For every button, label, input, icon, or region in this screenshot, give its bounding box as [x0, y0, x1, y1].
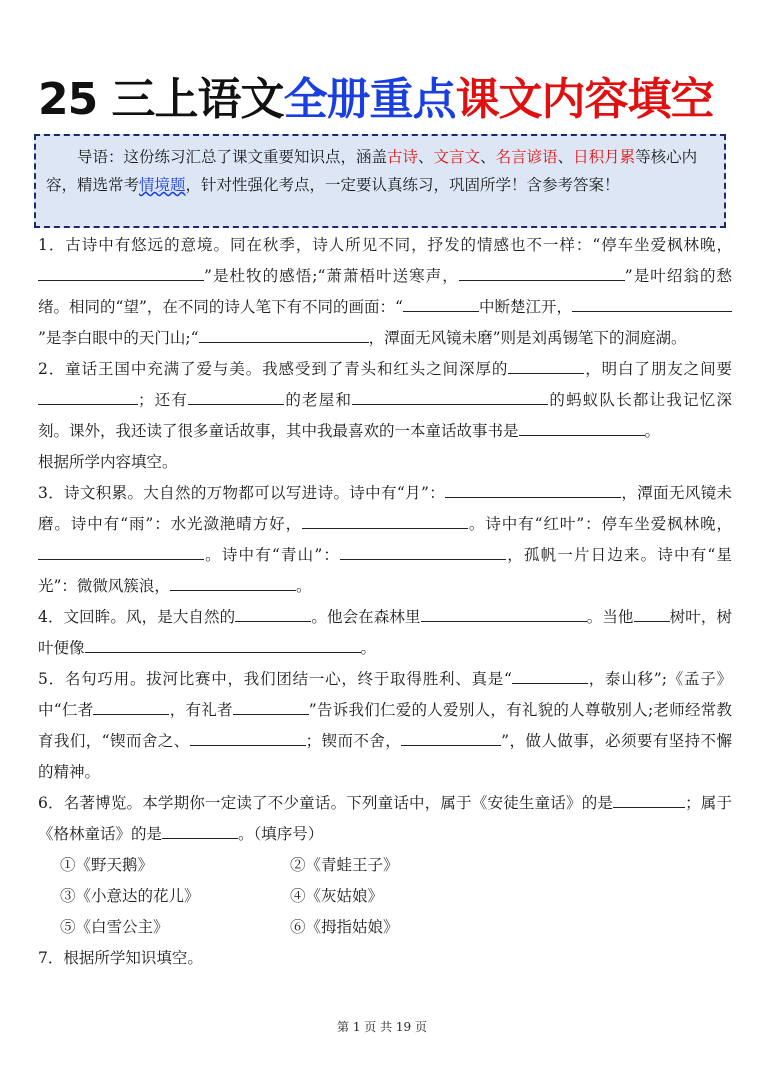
- q5-text: ”，做人做事，必须要有坚持不懈的精神。: [38, 732, 732, 781]
- answer-blank[interactable]: [188, 386, 284, 405]
- answer-blank[interactable]: [162, 820, 238, 839]
- question-4: [38, 602, 732, 664]
- q5-text: 5．名句巧用。拔河比赛中，我们团结一心，终于取得胜利、真是“: [38, 670, 512, 688]
- answer-blank[interactable]: [519, 417, 645, 436]
- intro-keyword-daily: 日积月累: [573, 148, 636, 166]
- q6-text: 。（填序号）: [238, 825, 324, 843]
- intro-keyword-poems: 古诗: [387, 148, 419, 166]
- q2-text: 。: [644, 422, 661, 440]
- answer-blank[interactable]: [512, 665, 588, 684]
- intro-keyword-classical: 文言文: [433, 148, 481, 166]
- title-part-blue: 全册重点: [283, 74, 456, 125]
- q2-text: 2．童话王国中充满了爱与美。我感受到了青头和红头之间深厚的: [38, 360, 509, 378]
- q3-text: 。: [295, 577, 312, 595]
- q6-option: ⑥《拇指姑娘》: [290, 918, 399, 936]
- q3-text: 。诗中有“青山”：: [204, 546, 341, 564]
- q4-text: 。当他: [586, 608, 634, 626]
- intro-sep: 、: [480, 148, 496, 166]
- q1-text: ”是叶绍翁的愁绪。相同的“望”，在不同的诗人笔下有不同的画面：“: [38, 267, 732, 316]
- answer-blank[interactable]: [170, 572, 296, 591]
- q1-text: 中断楚江开，: [478, 298, 572, 316]
- question-5: [38, 664, 732, 788]
- q3-text: ，孤帆一片日边来。诗中有“星光”：微微风簇浪，: [38, 546, 732, 595]
- intro-text: 导语：这份练习汇总了课文重要知识点，涵盖: [77, 148, 388, 166]
- intro-keyword-scenario: 情境题: [139, 176, 186, 194]
- q6-options: [38, 850, 732, 943]
- answer-blank[interactable]: [302, 510, 468, 529]
- page-title: [38, 72, 738, 128]
- answer-blank[interactable]: [634, 603, 670, 622]
- intro-sep: 、: [557, 148, 574, 166]
- q6-option: ④《灰姑娘》: [290, 887, 384, 905]
- answer-blank[interactable]: [572, 293, 732, 312]
- answer-blank[interactable]: [235, 603, 311, 622]
- question-6: [38, 788, 732, 850]
- title-part-black: 25 三上语文: [38, 74, 284, 125]
- q4-text: 树叶，树叶便像: [38, 608, 732, 657]
- intro-box: [34, 134, 726, 228]
- intro-sep: 、: [418, 148, 434, 166]
- q4-text: 。: [360, 639, 377, 657]
- q1-text: ，潭面无风镜未磨”则是刘禹锡笔下的洞庭湖。: [368, 329, 687, 347]
- q6-option: ③《小意达的花儿》: [60, 887, 200, 905]
- q4-text: 。他会在森林里: [311, 608, 421, 626]
- intro-text: 等核心内容，精选常考: [46, 148, 698, 194]
- exercise-content: [38, 230, 732, 974]
- q1-text: ”是李白眼中的天门山;“: [38, 329, 199, 347]
- q5-text: ，有礼者: [169, 701, 233, 719]
- answer-blank[interactable]: [38, 541, 204, 560]
- q5-text: ，泰山移”;《孟子》中“仁者: [38, 670, 732, 719]
- q3-text: 3．诗文积累。大自然的万物都可以写进诗。诗中有“月”：: [38, 484, 446, 502]
- answer-blank[interactable]: [85, 634, 361, 653]
- q2-text: ，明白了朋友之间要: [584, 360, 732, 378]
- q6-option: ⑤《白雪公主》: [60, 918, 169, 936]
- answer-blank[interactable]: [38, 386, 138, 405]
- q6-option: ②《青蛙王子》: [290, 856, 399, 874]
- answer-blank[interactable]: [508, 355, 584, 374]
- instruction-note: 根据所学内容填空。: [38, 453, 178, 471]
- q3-text: 。诗中有“红叶”：停车坐爱枫林晚，: [468, 515, 732, 533]
- answer-blank[interactable]: [190, 727, 306, 746]
- answer-blank[interactable]: [93, 696, 169, 715]
- answer-blank[interactable]: [401, 727, 501, 746]
- q6-option: ①《野天鹅》: [60, 856, 154, 874]
- q6-text: 6．名著博览。本学期你一定读了不少童话。下列童话中，属于《安徒生童话》的是: [38, 794, 614, 812]
- q4-text: 4．文回眸。风，是大自然的: [38, 608, 236, 626]
- question-3: [38, 478, 732, 602]
- answer-blank[interactable]: [403, 293, 479, 312]
- q6-text: ；属于《格林童话》的是: [38, 794, 732, 843]
- answer-blank[interactable]: [199, 324, 369, 343]
- answer-blank[interactable]: [340, 541, 506, 560]
- intro-keyword-quotes: 名言谚语: [495, 148, 558, 166]
- q3-text: ，潭面无风镜未磨。诗中有“雨”：水光潋滟晴方好，: [38, 484, 732, 533]
- answer-blank[interactable]: [38, 262, 204, 281]
- question-7: 7．根据所学知识填空。: [38, 949, 203, 967]
- q2-text: 的蚂蚁队长都让我记忆深刻。课外，我还读了很多童话故事，其中我最喜欢的一本童话故事书是: [38, 391, 732, 440]
- title-part-red: 课文内容填空: [455, 74, 714, 125]
- intro-text: ，针对性强化考点，一定要认真练习，巩固所学！含参考答案！: [185, 176, 620, 194]
- page-footer: 第 1 页 共 19 页: [337, 1020, 427, 1034]
- answer-blank[interactable]: [421, 603, 587, 622]
- answer-blank[interactable]: [613, 789, 685, 808]
- question-2: [38, 354, 732, 447]
- q1-text: ”是杜牧的感悟;“萧萧梧叶送寒声，: [204, 267, 459, 285]
- answer-blank[interactable]: [459, 262, 625, 281]
- answer-blank[interactable]: [233, 696, 309, 715]
- answer-blank[interactable]: [352, 386, 548, 405]
- q5-text: ”告诉我们仁爱的人爱别人，有礼貌的人尊敬别人;老师经常教育我们，“锲而舍之、: [38, 701, 732, 750]
- question-1: [38, 230, 732, 354]
- q2-text: ；还有: [138, 391, 189, 409]
- q2-text: 的老屋和: [284, 391, 353, 409]
- answer-blank[interactable]: [445, 479, 621, 498]
- q1-text: 1．古诗中有悠远的意境。同在秋季，诗人所见不同，抒发的情感也不一样：“停车坐爱枫林晚，: [38, 236, 732, 254]
- q5-text: ；锲而不舍，: [305, 732, 402, 750]
